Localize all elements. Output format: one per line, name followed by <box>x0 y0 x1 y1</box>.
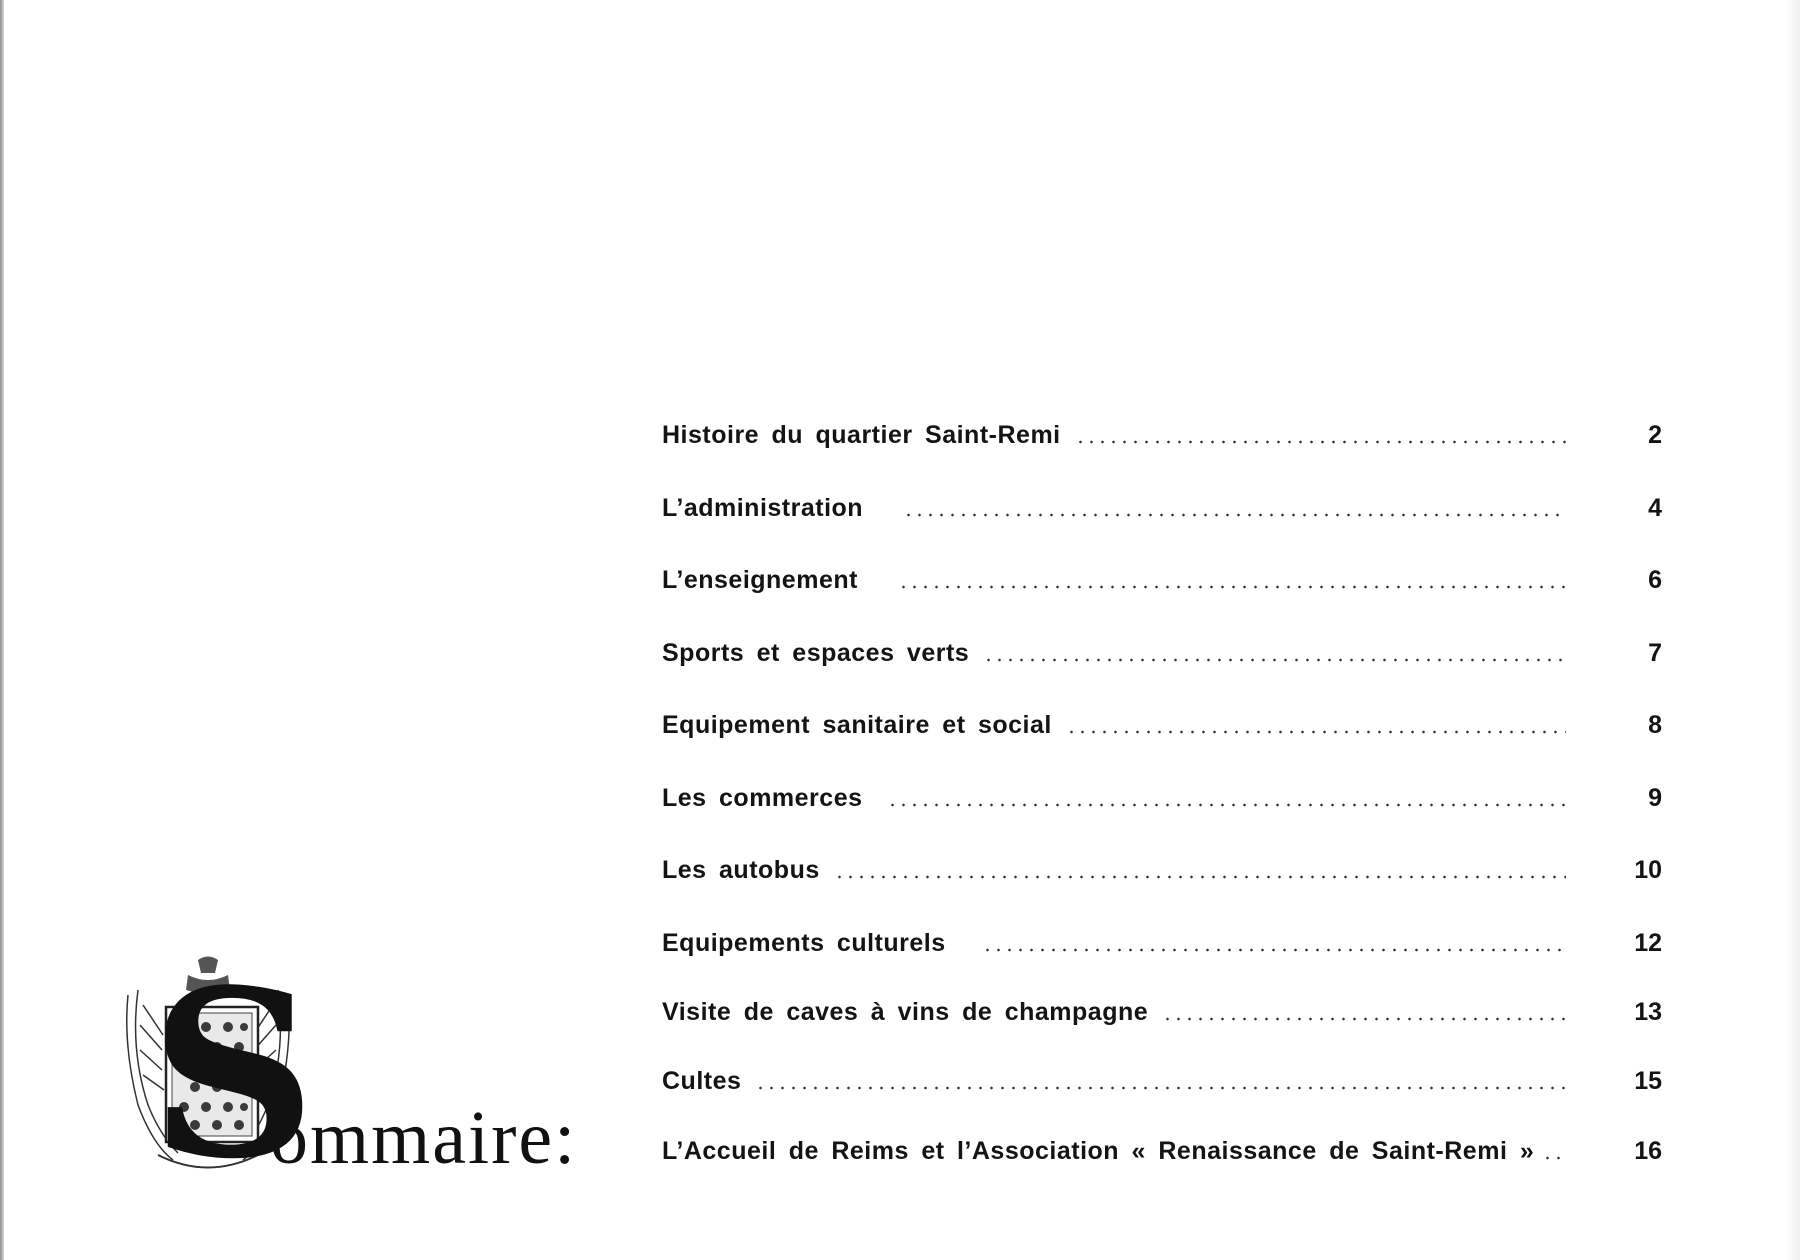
toc-entry <box>662 560 1662 600</box>
toc-entry-title: Les autobus <box>662 855 820 884</box>
dot-leader <box>1066 730 1566 734</box>
toc-entry-title: Equipements culturels <box>662 928 946 957</box>
toc-entry-title: L’administration <box>662 493 864 522</box>
toc-entry-title: L’enseignement <box>662 565 858 594</box>
dot-leader <box>755 1086 1566 1090</box>
sommaire-heading: ommaire: <box>270 1096 578 1180</box>
toc-entry-page: 2 <box>1648 420 1662 449</box>
toc-entry-page: 8 <box>1648 710 1662 739</box>
toc-entry-title: Sports et espaces verts <box>662 638 970 667</box>
page-right-edge <box>1786 0 1800 1260</box>
toc-entry <box>662 415 1662 455</box>
toc-entry-title: Visite de caves à vins de champagne <box>662 997 1149 1026</box>
toc-entry <box>662 923 1662 963</box>
toc-entry-title: Les commerces <box>662 783 863 812</box>
dot-leader <box>898 585 1566 589</box>
toc-entry-page: 16 <box>1634 1136 1662 1165</box>
dot-leader <box>1542 1156 1566 1160</box>
toc-entry <box>662 705 1662 745</box>
toc-entry-page: 4 <box>1648 493 1662 522</box>
toc-entry-page: 15 <box>1634 1066 1662 1095</box>
dot-leader <box>834 875 1566 879</box>
toc-entry-page: 12 <box>1634 928 1662 957</box>
sommaire-initial-letter: S <box>150 940 317 1210</box>
toc-entry <box>662 633 1662 673</box>
toc-entry-title: Equipement sanitaire et social <box>662 710 1052 739</box>
toc-entry-page: 7 <box>1648 638 1662 667</box>
dot-leader <box>982 948 1566 952</box>
toc-entry <box>662 778 1662 818</box>
page-spine-edge <box>0 0 4 1260</box>
dot-leader <box>983 658 1566 662</box>
toc-entry-page: 10 <box>1634 855 1662 884</box>
toc-entry <box>662 850 1662 890</box>
toc-entry-page: 9 <box>1648 783 1662 812</box>
toc-entry <box>662 1131 1662 1171</box>
toc-entry-title: Histoire du quartier Saint-Remi <box>662 420 1061 449</box>
toc-entry <box>662 992 1662 1032</box>
toc-entry-page: 6 <box>1648 565 1662 594</box>
dot-leader <box>1162 1017 1566 1021</box>
toc-entry-page: 13 <box>1634 997 1662 1026</box>
toc-entry-title: L’Accueil de Reims et l’Association « Renaissance de Saint-Remi » <box>662 1136 1535 1165</box>
dot-leader <box>887 803 1566 807</box>
toc-entry <box>662 488 1662 528</box>
dot-leader <box>903 513 1566 517</box>
toc-entry-title: Cultes <box>662 1066 742 1095</box>
dot-leader <box>1075 440 1566 444</box>
toc-entry <box>662 1061 1662 1101</box>
